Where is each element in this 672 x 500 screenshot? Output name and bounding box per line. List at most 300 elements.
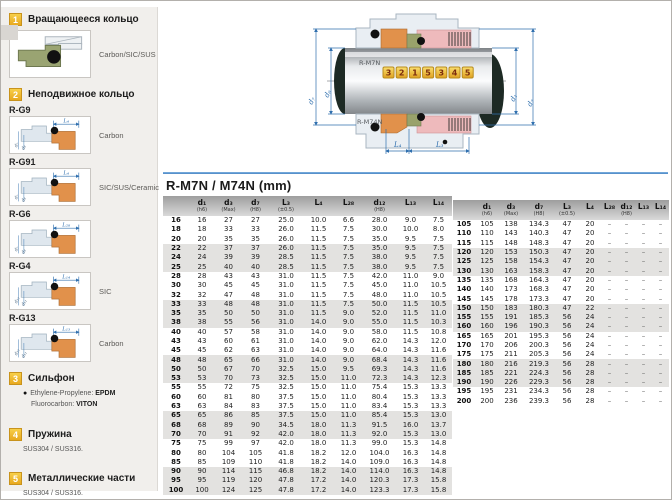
value-cell: – bbox=[624, 257, 629, 266]
size-cell: 145 bbox=[456, 294, 472, 303]
value-cell: – bbox=[658, 378, 663, 387]
column-header: d₁ (h6) bbox=[189, 196, 215, 216]
value-cell: 65 bbox=[224, 355, 233, 364]
column-header: d₃ (Max) bbox=[499, 200, 523, 220]
value-cell: – bbox=[658, 387, 663, 396]
value-cell: 158.3 bbox=[528, 266, 550, 275]
part-number-badge: 5 bbox=[9, 472, 22, 485]
svg-text:d₈: d₈ bbox=[21, 196, 28, 204]
value-cell: 14.0 bbox=[340, 476, 357, 485]
value-cell: 190.3 bbox=[528, 322, 550, 331]
value-cell: 180 bbox=[480, 359, 494, 368]
value-cell: 11.3 bbox=[340, 420, 357, 429]
value-cell: 11.5 bbox=[310, 244, 327, 253]
value-cell: 43 bbox=[251, 271, 260, 280]
value-cell: 14.8 bbox=[430, 467, 447, 476]
table-row bbox=[163, 448, 452, 457]
svg-text:d₇: d₇ bbox=[14, 246, 21, 253]
value-cell: 48 bbox=[251, 290, 260, 299]
value-cell: – bbox=[658, 350, 663, 359]
value-cell: – bbox=[607, 248, 612, 257]
variant-code: R-G13 bbox=[9, 313, 36, 323]
balloon-number: 5 bbox=[464, 68, 471, 78]
size-column-header bbox=[163, 196, 189, 216]
table-row bbox=[453, 266, 669, 275]
value-cell: 7.5 bbox=[342, 281, 355, 290]
value-cell: 239.3 bbox=[528, 396, 550, 405]
value-cell: 47 bbox=[562, 229, 572, 238]
value-cell: 115 bbox=[248, 467, 263, 476]
value-cell: 20 bbox=[585, 266, 595, 275]
value-cell: 190 bbox=[480, 378, 494, 387]
section-divider bbox=[163, 172, 668, 174]
value-cell: 24 bbox=[585, 322, 595, 331]
value-cell: 109 bbox=[221, 457, 236, 466]
size-cell: 160 bbox=[456, 322, 472, 331]
value-cell: 15.8 bbox=[430, 485, 447, 494]
table-row bbox=[163, 244, 452, 253]
value-cell: 205.3 bbox=[528, 350, 550, 359]
table-row bbox=[453, 350, 669, 359]
value-cell: 43 bbox=[197, 337, 207, 345]
value-cell: 12.3 bbox=[430, 374, 447, 383]
value-cell: – bbox=[607, 387, 612, 396]
value-cell: 124 bbox=[221, 485, 236, 494]
value-cell: 125 bbox=[480, 257, 494, 266]
column-header: L₂₈ bbox=[601, 200, 618, 220]
value-cell: 7.5 bbox=[342, 234, 355, 243]
table-row bbox=[163, 355, 452, 364]
material-caption: Carbon/SIC/SUS bbox=[99, 49, 156, 59]
value-cell: 27 bbox=[224, 216, 233, 225]
value-cell: 48 bbox=[224, 299, 233, 308]
dimensions-table-large-sizes bbox=[453, 200, 669, 406]
table-row bbox=[163, 300, 452, 309]
value-cell: 84 bbox=[224, 402, 233, 411]
value-cell: 18.2 bbox=[310, 448, 327, 457]
value-cell: – bbox=[624, 313, 629, 322]
value-cell: 85 bbox=[251, 411, 260, 420]
column-header: d₁₂ (H8) bbox=[618, 200, 635, 220]
value-cell: – bbox=[641, 275, 646, 284]
section-spring bbox=[9, 428, 157, 441]
value-cell: 47 bbox=[562, 238, 572, 247]
stationary-variant-r-g9 bbox=[9, 105, 157, 154]
value-cell: 27 bbox=[251, 216, 260, 225]
size-cell: 80 bbox=[171, 448, 181, 457]
value-cell: 31.0 bbox=[278, 318, 294, 327]
value-cell: 47 bbox=[562, 275, 572, 284]
value-cell: 109.0 bbox=[369, 457, 390, 466]
value-cell: 37.5 bbox=[278, 392, 294, 401]
value-cell: 11.5 bbox=[310, 271, 327, 280]
value-cell: 56 bbox=[562, 350, 572, 359]
value-cell: 14.3 bbox=[402, 337, 419, 345]
size-cell: 190 bbox=[456, 378, 472, 387]
rotating-ring-row bbox=[9, 30, 157, 78]
value-cell: – bbox=[658, 257, 663, 266]
value-cell: 9.5 bbox=[404, 244, 417, 253]
size-cell: 110 bbox=[456, 229, 472, 238]
value-cell: 24 bbox=[585, 341, 595, 349]
value-cell: 58 bbox=[251, 327, 260, 336]
value-cell: 47 bbox=[562, 248, 572, 257]
value-cell: – bbox=[658, 368, 663, 377]
size-cell: 38 bbox=[171, 318, 181, 327]
value-cell: 10.0 bbox=[402, 225, 419, 234]
variant-diagram bbox=[9, 272, 91, 310]
size-cell: 53 bbox=[171, 374, 181, 383]
value-cell: 140.3 bbox=[528, 229, 550, 238]
column-header: d₁₂ (H8) bbox=[363, 196, 396, 216]
value-cell: 125 bbox=[248, 485, 263, 494]
value-cell: 28.5 bbox=[278, 262, 294, 271]
value-cell: 104 bbox=[221, 448, 236, 457]
value-cell: – bbox=[607, 285, 612, 294]
value-cell: 14.3 bbox=[402, 374, 419, 383]
value-cell: – bbox=[607, 322, 612, 331]
value-cell: – bbox=[624, 294, 629, 303]
value-cell: – bbox=[641, 378, 646, 387]
value-cell: 72 bbox=[224, 383, 233, 392]
value-cell: – bbox=[641, 359, 646, 368]
value-cell: 7.5 bbox=[342, 262, 355, 271]
table-row bbox=[163, 309, 452, 318]
variant-diagram bbox=[9, 168, 91, 206]
svg-text:d₇: d₇ bbox=[14, 142, 21, 149]
value-cell: 68.4 bbox=[371, 355, 388, 364]
parts-legend-sidebar bbox=[1, 7, 160, 498]
value-cell: 56 bbox=[562, 331, 572, 340]
value-cell: 83.4 bbox=[371, 402, 388, 411]
value-cell: 206 bbox=[504, 341, 518, 349]
dim-d8-left: d₈ bbox=[322, 88, 334, 99]
value-cell: – bbox=[607, 396, 612, 405]
variant-code: R-G91 bbox=[9, 157, 36, 167]
value-cell: 7.5 bbox=[432, 262, 445, 271]
value-cell: 25.0 bbox=[278, 216, 294, 225]
material-caption: Carbon bbox=[99, 130, 124, 140]
value-cell: 67 bbox=[224, 364, 233, 373]
value-cell: – bbox=[641, 387, 646, 396]
value-cell: – bbox=[641, 266, 646, 275]
value-cell: 11.3 bbox=[340, 429, 357, 438]
value-cell: 6.6 bbox=[342, 216, 355, 225]
value-cell: 120 bbox=[248, 476, 263, 485]
value-cell: 50 bbox=[251, 309, 260, 318]
size-cell: 55 bbox=[171, 383, 181, 392]
value-cell: 134.3 bbox=[528, 220, 550, 229]
variant-code: R-G9 bbox=[9, 105, 31, 115]
value-cell: – bbox=[607, 238, 612, 247]
value-cell: 47.8 bbox=[278, 485, 294, 494]
value-cell: 11.0 bbox=[340, 374, 357, 383]
value-cell: 55.0 bbox=[371, 318, 388, 327]
value-cell: 180.3 bbox=[528, 303, 550, 312]
value-cell: 20 bbox=[585, 229, 595, 238]
column-header: L₁₄ bbox=[652, 200, 669, 220]
value-cell: 105 bbox=[480, 220, 494, 229]
table-row bbox=[163, 421, 452, 430]
value-cell: 28 bbox=[585, 359, 595, 368]
value-cell: 50 bbox=[224, 309, 233, 318]
table-row bbox=[163, 439, 452, 448]
size-cell: 115 bbox=[456, 238, 472, 247]
table-row bbox=[453, 257, 669, 266]
column-header: L₃ (±0.5) bbox=[269, 196, 303, 216]
table-row bbox=[453, 276, 669, 285]
seal-cross-section-drawing bbox=[159, 1, 671, 171]
size-cell: 40 bbox=[171, 327, 181, 336]
value-cell: – bbox=[607, 378, 612, 387]
value-cell: 16 bbox=[197, 216, 207, 225]
value-cell: 14.8 bbox=[430, 439, 447, 448]
stationary-ring-variants bbox=[9, 105, 160, 362]
table-row bbox=[453, 332, 669, 341]
value-cell: 37 bbox=[251, 244, 260, 253]
value-cell: 11.5 bbox=[402, 318, 419, 327]
value-cell: 20 bbox=[585, 275, 595, 284]
bellows-material-1: ● Ethylene-Propylene: EPDM bbox=[23, 390, 116, 397]
value-cell: 56 bbox=[562, 341, 572, 349]
value-cell: – bbox=[624, 331, 629, 340]
value-cell: 75 bbox=[251, 383, 260, 392]
value-cell: 35.0 bbox=[371, 234, 388, 243]
size-cell: 18 bbox=[171, 225, 181, 234]
value-cell: 14.0 bbox=[310, 337, 327, 345]
size-cell: 43 bbox=[171, 337, 181, 345]
value-cell: 37.5 bbox=[278, 411, 294, 420]
size-cell: 68 bbox=[171, 420, 181, 429]
value-cell: 26.0 bbox=[278, 244, 294, 253]
value-cell: 15.3 bbox=[402, 411, 419, 420]
value-cell: 7.5 bbox=[342, 225, 355, 234]
value-cell: 138 bbox=[504, 220, 518, 229]
balloon-number: 1 bbox=[412, 68, 418, 78]
value-cell: 7.5 bbox=[342, 290, 355, 299]
value-cell: – bbox=[658, 313, 663, 322]
value-cell: 47 bbox=[562, 285, 572, 294]
value-cell: 7.5 bbox=[342, 299, 355, 308]
size-cell: 65 bbox=[171, 411, 181, 420]
value-cell: 9.5 bbox=[404, 262, 417, 271]
value-cell: 10.3 bbox=[430, 318, 447, 327]
value-cell: 31.0 bbox=[278, 281, 294, 290]
column-header: L₄ bbox=[579, 200, 601, 220]
table-row bbox=[163, 486, 452, 495]
table-row bbox=[163, 476, 452, 485]
value-cell: 20 bbox=[585, 294, 595, 303]
value-cell: 40 bbox=[251, 262, 260, 271]
value-cell: 10.5 bbox=[430, 281, 447, 290]
value-cell: – bbox=[624, 266, 629, 275]
value-cell: 231 bbox=[504, 387, 518, 396]
table-row bbox=[163, 430, 452, 439]
column-header: L₁₄ bbox=[425, 196, 452, 216]
size-cell: 150 bbox=[456, 303, 472, 312]
value-cell: 158 bbox=[504, 257, 518, 266]
svg-text:d₈: d₈ bbox=[21, 144, 28, 152]
value-cell: 10.5 bbox=[430, 290, 447, 299]
value-cell: 14.0 bbox=[310, 318, 327, 327]
value-cell: 57 bbox=[224, 327, 233, 336]
value-cell: 173 bbox=[504, 285, 518, 294]
value-cell: 81 bbox=[224, 392, 233, 401]
value-cell: 28.0 bbox=[371, 216, 388, 225]
value-cell: – bbox=[624, 303, 629, 312]
material-caption: Carbon bbox=[99, 338, 124, 348]
value-cell: 83 bbox=[251, 402, 260, 411]
value-cell: 35 bbox=[251, 234, 260, 243]
value-cell: 148.3 bbox=[528, 238, 550, 247]
value-cell: 60 bbox=[224, 337, 233, 345]
balloon-number: 4 bbox=[451, 68, 458, 78]
value-cell: 34.5 bbox=[278, 420, 294, 429]
value-cell: 9.5 bbox=[404, 253, 417, 262]
table-row bbox=[163, 235, 452, 244]
value-cell: 195.3 bbox=[528, 331, 550, 340]
value-cell: 20 bbox=[585, 238, 595, 247]
value-cell: 15.3 bbox=[402, 383, 419, 392]
size-cell: 95 bbox=[171, 476, 181, 485]
value-cell: – bbox=[658, 396, 663, 405]
value-cell: 11.3 bbox=[340, 439, 357, 448]
value-cell: 62.0 bbox=[371, 337, 388, 345]
value-cell: 50 bbox=[197, 364, 207, 373]
value-cell: 224.3 bbox=[528, 368, 550, 377]
section-metal-parts bbox=[9, 472, 157, 485]
table-title: R-M7N / M74N (mm) bbox=[166, 178, 292, 193]
table-row bbox=[163, 225, 452, 234]
value-cell: – bbox=[641, 229, 646, 238]
section-bellows bbox=[9, 372, 157, 385]
value-cell: 30 bbox=[197, 281, 207, 290]
table-row bbox=[163, 337, 452, 346]
table-row bbox=[163, 374, 452, 383]
value-cell: 48.0 bbox=[371, 290, 388, 299]
value-cell: 15.0 bbox=[310, 383, 327, 392]
value-cell: 20 bbox=[585, 248, 595, 257]
value-cell: 56 bbox=[562, 378, 572, 387]
section-title: Пружина bbox=[28, 428, 72, 440]
metal-material: SUS304 / SUS316. bbox=[23, 490, 83, 498]
table-row bbox=[453, 239, 669, 248]
value-cell: – bbox=[658, 285, 663, 294]
value-cell: 7.5 bbox=[432, 234, 445, 243]
variant-diagram bbox=[9, 220, 91, 258]
size-cell: 105 bbox=[456, 220, 472, 229]
value-cell: 10.5 bbox=[430, 299, 447, 308]
value-cell: 11.6 bbox=[430, 355, 447, 364]
value-cell: 11.5 bbox=[310, 253, 327, 262]
part-number-badge: 2 bbox=[9, 88, 22, 101]
column-header: L₄ bbox=[303, 196, 334, 216]
size-cell: 90 bbox=[171, 467, 181, 476]
value-cell: – bbox=[641, 238, 646, 247]
size-cell: 75 bbox=[171, 439, 181, 448]
value-cell: – bbox=[624, 387, 629, 396]
svg-text:L₄: L₄ bbox=[63, 170, 70, 177]
value-cell: 17.3 bbox=[402, 485, 419, 494]
svg-text:d₁₁: d₁₁ bbox=[21, 351, 29, 360]
value-cell: 9.0 bbox=[342, 337, 355, 345]
value-cell: 14.0 bbox=[310, 346, 327, 355]
value-cell: 200 bbox=[480, 396, 494, 405]
value-cell: 105 bbox=[248, 448, 263, 457]
table-row bbox=[163, 458, 452, 467]
size-cell: 155 bbox=[456, 313, 472, 322]
table-row bbox=[163, 290, 452, 299]
value-cell: 11.0 bbox=[340, 411, 357, 420]
stationary-variant-r-g13 bbox=[9, 313, 157, 362]
value-cell: 9.0 bbox=[342, 355, 355, 364]
value-cell: 46.8 bbox=[278, 467, 294, 476]
value-cell: 80 bbox=[197, 448, 207, 457]
size-cell: 48 bbox=[171, 355, 181, 364]
value-cell: 20 bbox=[197, 234, 207, 243]
value-cell: 170 bbox=[480, 341, 494, 349]
value-cell: 80.4 bbox=[371, 392, 388, 401]
value-cell: – bbox=[641, 257, 646, 266]
value-cell: 11.5 bbox=[310, 290, 327, 299]
value-cell: 56 bbox=[251, 318, 260, 327]
table-row bbox=[163, 411, 452, 420]
value-cell: 90 bbox=[251, 420, 260, 429]
value-cell: 69.3 bbox=[371, 364, 388, 373]
value-cell: 95 bbox=[197, 476, 207, 485]
value-cell: 41.8 bbox=[278, 448, 294, 457]
value-cell: – bbox=[624, 350, 629, 359]
value-cell: 11.5 bbox=[310, 234, 327, 243]
value-cell: 14.3 bbox=[402, 364, 419, 373]
value-cell: 47.8 bbox=[278, 476, 294, 485]
value-cell: – bbox=[607, 294, 612, 303]
value-cell: 80 bbox=[251, 392, 260, 401]
value-cell: 48 bbox=[197, 355, 207, 364]
value-cell: 63 bbox=[251, 346, 260, 355]
value-cell: 99 bbox=[224, 439, 233, 448]
value-cell: 92 bbox=[251, 429, 260, 438]
value-cell: 31.0 bbox=[278, 271, 294, 280]
value-cell: 31.0 bbox=[278, 346, 294, 355]
svg-text:L₂₈: L₂₈ bbox=[62, 222, 71, 229]
value-cell: 7.5 bbox=[342, 253, 355, 262]
value-cell: 45.0 bbox=[371, 281, 388, 290]
value-cell: 41.8 bbox=[278, 457, 294, 466]
value-cell: 35.0 bbox=[371, 244, 388, 253]
value-cell: – bbox=[624, 378, 629, 387]
value-cell: – bbox=[624, 368, 629, 377]
svg-text:d₁₃: d₁₃ bbox=[14, 296, 22, 305]
value-cell: 31.0 bbox=[278, 337, 294, 345]
value-cell: 15.3 bbox=[402, 439, 419, 448]
size-cell: 30 bbox=[171, 281, 181, 290]
value-cell: – bbox=[624, 248, 629, 257]
table-row bbox=[163, 318, 452, 327]
value-cell: – bbox=[607, 229, 612, 238]
value-cell: 28 bbox=[585, 396, 595, 405]
value-cell: 33 bbox=[251, 225, 260, 234]
value-cell: 16.3 bbox=[402, 457, 419, 466]
value-cell: 11.6 bbox=[430, 364, 447, 373]
value-cell: – bbox=[658, 275, 663, 284]
value-cell: 13.3 bbox=[430, 392, 447, 401]
value-cell: 39 bbox=[251, 253, 260, 262]
value-cell: 11.0 bbox=[340, 392, 357, 401]
table-row bbox=[453, 285, 669, 294]
value-cell: – bbox=[624, 275, 629, 284]
value-cell: 201 bbox=[504, 331, 518, 340]
